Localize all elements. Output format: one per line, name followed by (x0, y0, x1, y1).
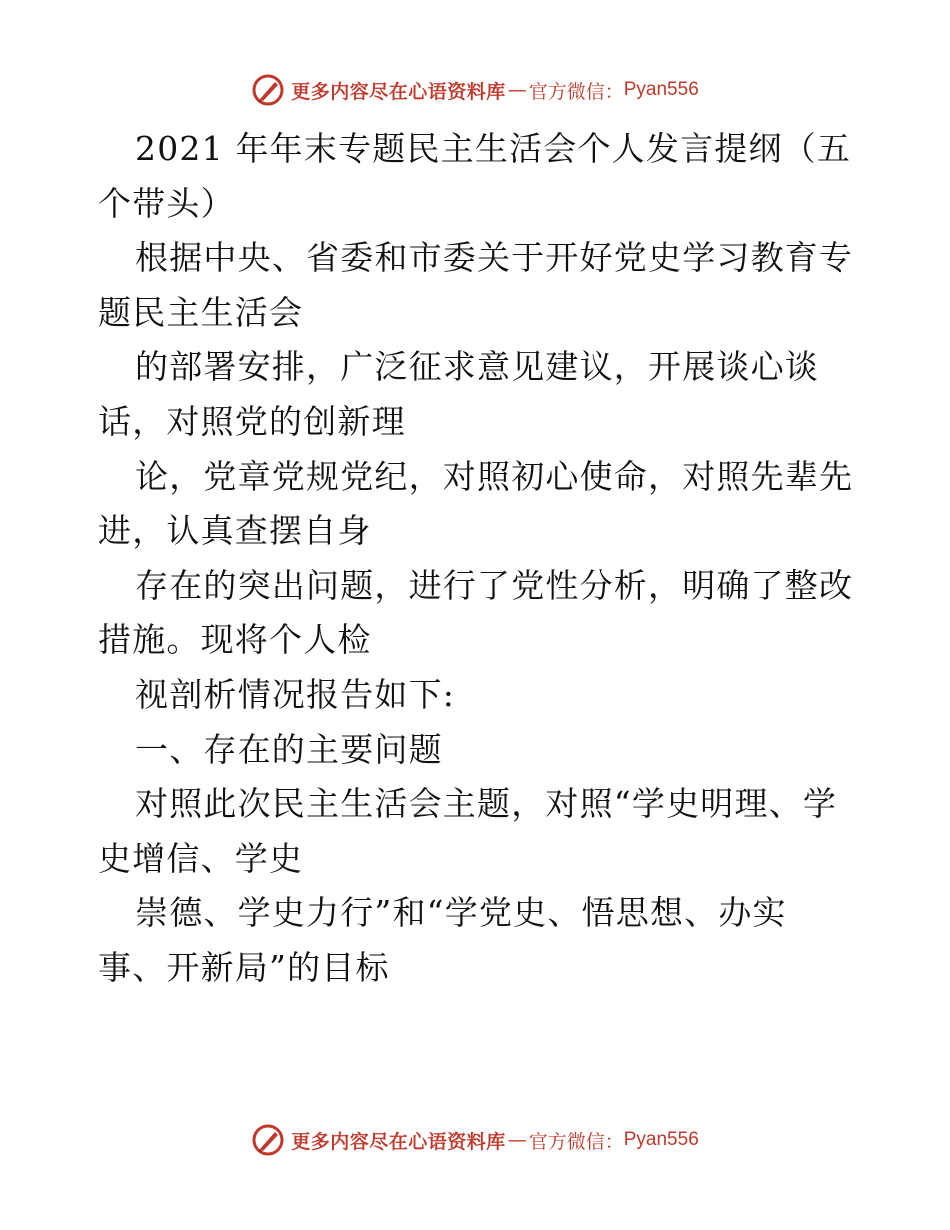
doc-line: 事、开新局”的目标 (98, 947, 390, 987)
doc-line: 个带头） (98, 183, 235, 223)
watermark-site-text: 更多内容尽在心语资料库 (291, 1130, 506, 1153)
doc-line: 的部署安排，广泛征求意见建议，开展谈心谈 (135, 347, 819, 387)
document-body (98, 122, 858, 996)
watermark-dash: — (507, 1129, 527, 1151)
doc-line: 论，党章党规党纪，对照初心使命，对照先辈先 (135, 456, 854, 496)
doc-line: 措施。现将个人检 (98, 620, 372, 660)
doc-line: 崇德、学史力行”和“学党史、悟思想、办实 (135, 893, 787, 933)
doc-line: 2021 年年末专题民主生活会个人发言提纲（五 (135, 129, 852, 168)
doc-line: 存在的突出问题，进行了党性分析，明确了整改 (135, 565, 854, 605)
watermark-dash: — (507, 79, 527, 101)
watermark-wechat-id: Pyan556 (623, 79, 699, 100)
doc-line: 进，认真查摆自身 (98, 511, 372, 551)
doc-line: 对照此次民主生活会主题，对照“学史明理、学 (135, 784, 838, 824)
watermark-wechat-label: 官方微信： (528, 1130, 624, 1153)
pen-logo-icon (251, 73, 285, 107)
pen-logo-icon (251, 1123, 285, 1157)
watermark-wechat-label: 官方微信： (528, 80, 624, 103)
watermark-site-text: 更多内容尽在心语资料库 (291, 80, 506, 103)
watermark-wechat-id: Pyan556 (623, 1129, 699, 1150)
watermark-header (0, 70, 950, 110)
section-heading: 一、存在的主要问题 (135, 729, 443, 769)
watermark-footer (0, 1120, 950, 1160)
doc-line: 史增信、学史 (98, 838, 304, 878)
doc-line: 话，对照党的创新理 (98, 401, 406, 441)
doc-line: 根据中央、省委和市委关于开好党史学习教育专 (135, 238, 854, 278)
doc-line: 题民主生活会 (98, 292, 304, 332)
doc-line: 视剖析情况报告如下: (135, 674, 456, 714)
